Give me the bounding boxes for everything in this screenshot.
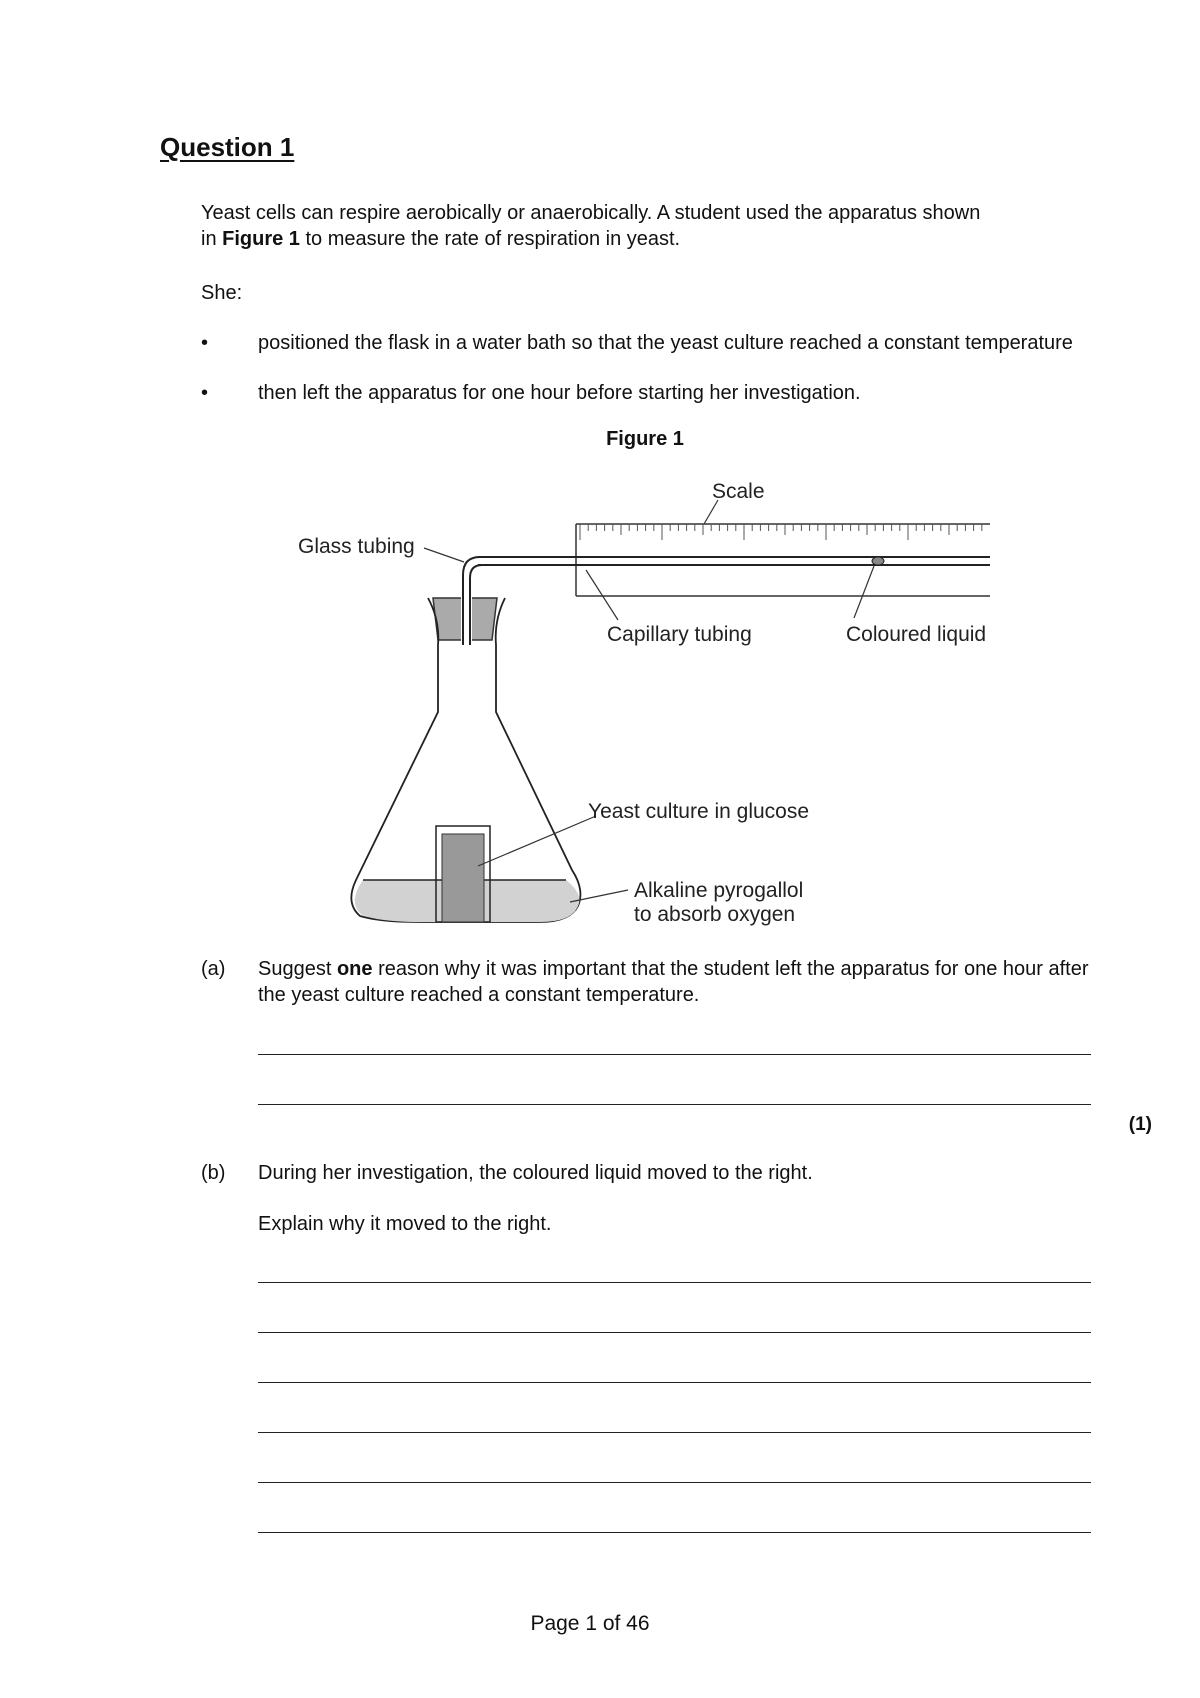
answer-line-b1[interactable]	[258, 1282, 1091, 1283]
bullet-item-2: then left the apparatus for one hour before starting her investigation.	[258, 382, 861, 404]
bullet-marker-2: •	[201, 382, 209, 404]
part-b-label: (b)	[201, 1162, 226, 1184]
answer-line-b5[interactable]	[258, 1482, 1091, 1483]
intro-line-2: in Figure 1 to measure the rate of respiration in yeast.	[201, 228, 681, 250]
question-title: Question 1	[160, 132, 295, 162]
page-number: Page 1 of 46	[530, 1612, 650, 1635]
label-pyrogallol-line-2: to absorb oxygen	[634, 903, 796, 926]
figure-title: Figure 1	[606, 428, 684, 450]
bullet-marker-1: •	[201, 332, 209, 354]
part-a-emphasis: one	[336, 958, 373, 980]
answer-line-b6[interactable]	[258, 1532, 1091, 1533]
capillary-tubing	[478, 557, 990, 565]
bullet-item-1: positioned the flask in a water bath so that the yeast culture reached a constant temperature	[258, 332, 1073, 354]
label-yeast-culture: Yeast culture in glucose	[588, 800, 810, 823]
answer-line-b2[interactable]	[258, 1332, 1091, 1333]
answer-line-b3[interactable]	[258, 1382, 1091, 1383]
coloured-liquid-drop	[872, 557, 884, 565]
label-scale: Scale	[712, 480, 765, 503]
answer-line-a1[interactable]	[258, 1054, 1091, 1055]
yeast-tube	[436, 826, 490, 922]
label-leaders	[424, 500, 874, 902]
answer-line-b4[interactable]	[258, 1432, 1091, 1433]
she-label: She:	[201, 282, 243, 304]
label-glass-tubing: Glass tubing	[298, 535, 415, 558]
part-a-marks: (1)	[1128, 1114, 1152, 1135]
label-capillary-tubing: Capillary tubing	[607, 623, 752, 646]
answer-line-a2[interactable]	[258, 1104, 1091, 1105]
part-b-prompt: Explain why it moved to the right.	[258, 1213, 552, 1235]
intro-line-1: Yeast cells can respire aerobically or anaerobically. A student used the apparatus shown	[201, 202, 981, 224]
scale-ticks	[580, 524, 982, 540]
part-a-label: (a)	[201, 958, 226, 980]
figure-reference: Figure 1	[222, 228, 300, 250]
label-coloured-liquid: Coloured liquid	[846, 623, 987, 646]
part-a-question: Suggest one reason why it was important that the student left the apparatus for one hour after the yeast culture reached a constant temperature.	[258, 958, 1089, 1006]
label-pyrogallol-line-1: Alkaline pyrogallol	[634, 879, 804, 902]
scale-ruler	[576, 524, 990, 596]
part-b-question: During her investigation, the coloured liquid moved to the right.	[258, 1162, 813, 1184]
